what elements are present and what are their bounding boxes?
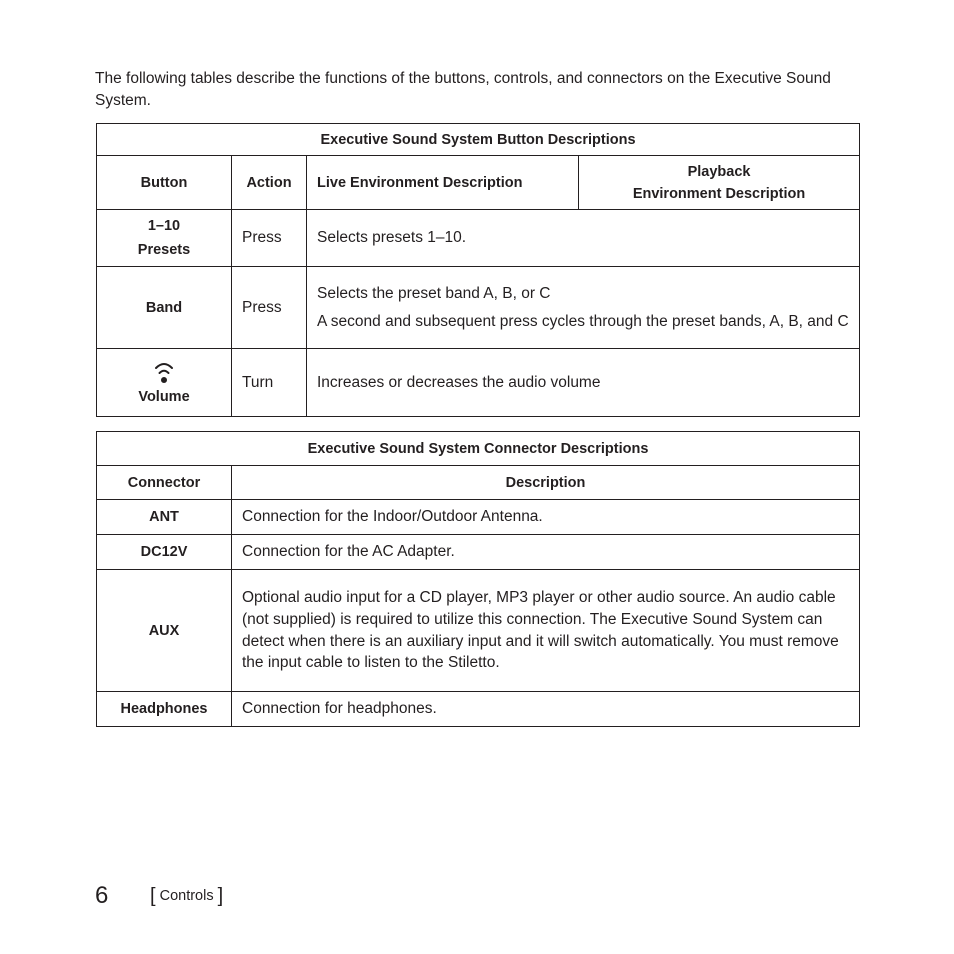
table-header-row	[97, 466, 860, 500]
header-playback-line2: Environment Description	[632, 185, 806, 202]
connector-descriptions-table	[96, 431, 860, 727]
button-cell-band: Band	[97, 267, 232, 349]
volume-knob-icon	[153, 361, 175, 385]
intro-paragraph: The following tables describe the functions of the buttons, controls, and connectors on the Executive Sound System.	[95, 70, 831, 109]
table-title: Executive Sound System Connector Descriptions	[97, 432, 860, 466]
description-cell: Increases or decreases the audio volume	[307, 349, 860, 417]
table-title: Executive Sound System Button Descriptions	[97, 124, 860, 156]
action-cell: Press	[232, 267, 307, 349]
connector-name: ANT	[97, 500, 232, 535]
aux-description: Optional audio input for a CD player, MP3 player or other audio source. An audio cable (not supplied) is required to utilize this connection. The Executive Sound System can detect when there is an auxiliary input and it will switch automatically. You must remove the input cable to listen to the Stiletto.	[242, 589, 839, 672]
band-description-line2: A second and subsequent press cycles through the preset bands, A, B, and C	[317, 313, 849, 330]
action-cell: Press	[232, 210, 307, 267]
band-description-line1: Selects the preset band A, B, or C	[317, 285, 551, 302]
connector-name: DC12V	[97, 535, 232, 570]
table-row	[97, 692, 860, 727]
connector-description	[232, 570, 860, 692]
description-cell: Selects presets 1–10.	[307, 210, 860, 267]
table-header-row	[97, 156, 860, 210]
section-label	[150, 885, 223, 908]
presets-range-label: 1–10	[147, 218, 181, 234]
header-live-environment: Live Environment Description	[307, 156, 579, 210]
table-row	[97, 500, 860, 535]
header-button: Button	[97, 156, 232, 210]
header-action: Action	[232, 156, 307, 210]
page-number: 6	[95, 882, 109, 909]
bracket-close: ]	[217, 885, 224, 907]
header-playback-environment	[579, 156, 860, 210]
table-row	[97, 570, 860, 692]
section-name: Controls	[159, 888, 214, 904]
table-row	[97, 349, 860, 417]
action-cell: Turn	[232, 349, 307, 417]
table-row	[97, 210, 860, 267]
header-playback-line1: Playback	[687, 163, 751, 180]
table-row	[97, 267, 860, 349]
connector-description: Connection for the Indoor/Outdoor Antenna.	[232, 500, 860, 535]
description-cell	[307, 267, 860, 349]
presets-label: Presets	[137, 242, 191, 258]
header-connector: Connector	[97, 466, 232, 500]
connector-name: AUX	[97, 570, 232, 692]
button-cell-volume	[97, 349, 232, 417]
button-cell-presets	[97, 210, 232, 267]
connector-name: Headphones	[97, 692, 232, 727]
volume-label: Volume	[138, 388, 190, 405]
bracket-open: [	[150, 885, 156, 907]
table-row	[97, 535, 860, 570]
connector-description: Connection for the AC Adapter.	[232, 535, 860, 570]
button-descriptions-table	[96, 123, 860, 417]
connector-description: Connection for headphones.	[232, 692, 860, 727]
header-description: Description	[232, 466, 860, 500]
